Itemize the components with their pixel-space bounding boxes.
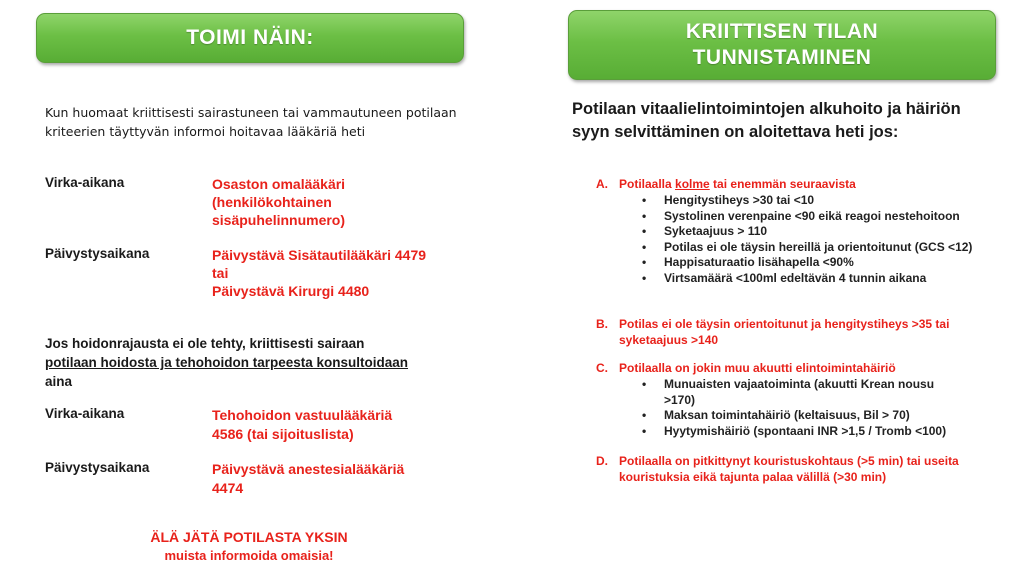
row3-value — [212, 406, 472, 444]
list-item: • Munuaisten vajaatoiminta (akuutti Krean nousu >170) — [640, 377, 960, 408]
row2-label: Päivystysaikana — [45, 246, 150, 261]
row4-value-line2: 4474 — [212, 480, 244, 496]
criterion-d — [596, 454, 991, 485]
row1-value — [212, 175, 472, 229]
kriittisen-tilan-banner — [568, 10, 996, 80]
row2-value-line2: tai — [212, 265, 229, 281]
criterion-c-text: Potilaalla on jokin muu akuutti elintoimintahäiriö — [619, 361, 896, 375]
row4-value — [212, 460, 472, 498]
criterion-d-letter: D. — [596, 454, 608, 468]
footer-warning: ÄLÄ JÄTÄ POTILASTA YKSIN — [150, 529, 348, 545]
row1-label: Virka-aikana — [45, 175, 125, 190]
consult-line2: potilaan hoidosta ja tehohoidon tarpeesta konsultoidaan — [45, 355, 409, 370]
row3-value-line1: Tehohoidon vastuulääkäriä — [212, 407, 393, 423]
banner-title-line2: TUNNISTAMINEN — [692, 46, 872, 69]
intro-text: Kun huomaat kriittisesti sairastuneen tai vammautuneen potilaan kriteerien täyttyvän informoi hoitavaa lääkäriä heti — [45, 105, 457, 139]
banner-title-line1: KRIITTISEN TILAN — [685, 20, 879, 43]
list-item: • Hyytymishäiriö (spontaani INR >1,5 / Tromb <100) — [640, 424, 960, 440]
criterion-c-list — [640, 377, 960, 439]
list-item: • Systolinen verenpaine <90 eikä reagoi nestehoitoon — [640, 209, 1000, 225]
row2-value-line3: Päivystävä Kirurgi 4480 — [212, 283, 370, 299]
criterion-b-letter: B. — [596, 317, 608, 331]
banner-title: TOIMI NÄIN: — [186, 26, 314, 49]
toimi-nain-banner — [36, 13, 464, 63]
criterion-b — [596, 317, 981, 348]
row4-label: Päivystysaikana — [45, 460, 150, 475]
criteria-heading: Potilaan vitaalielintoimintojen alkuhoito ja häiriön syyn selvittäminen on aloitettava heti jos: — [572, 100, 961, 141]
criterion-a-underlined: kolme — [675, 177, 710, 191]
list-item: • Hengitystiheys >30 tai <10 — [640, 193, 1000, 209]
criterion-c-letter: C. — [596, 361, 608, 375]
consult-line1: Jos hoidonrajausta ei ole tehty, kriittisesti sairaan — [45, 336, 365, 351]
criterion-a — [596, 177, 1006, 193]
list-item: • Potilas ei ole täysin hereillä ja orientoitunut (GCS <12) — [640, 240, 1000, 256]
row2-value — [212, 246, 472, 300]
row1-value-line2: (henkilökohtainen — [212, 194, 332, 210]
row2-value-line1: Päivystävä Sisätautilääkäri 4479 — [212, 247, 427, 263]
criterion-a-pre: Potilaalla — [619, 177, 676, 191]
row3-label: Virka-aikana — [45, 406, 125, 421]
row3-value-line2: 4586 (tai sijoituslista) — [212, 426, 354, 442]
row1-value-line3: sisäpuhelinnumero) — [212, 212, 346, 228]
consult-text — [45, 334, 465, 391]
criterion-c — [596, 361, 1006, 377]
list-item: • Virtsamäärä <100ml edeltävän 4 tunnin aikana — [640, 271, 1000, 287]
list-item: • Maksan toimintahäiriö (keltaisuus, Bil > 70) — [640, 408, 960, 424]
criterion-d-text: Potilaalla on pitkittynyt kouristuskohtaus (>5 min) tai useita kouristuksia eikä tajunta palaa välillä (>30 min) — [619, 454, 959, 484]
criterion-a-letter: A. — [596, 177, 608, 191]
consult-line3: aina — [45, 374, 73, 389]
list-item: • Syketaajuus > 110 — [640, 224, 1000, 240]
list-item: • Happisaturaatio lisähapella <90% — [640, 255, 1000, 271]
footer-reminder: muista informoida omaisia! — [164, 548, 334, 563]
row1-value-line1: Osaston omalääkäri — [212, 176, 346, 192]
criterion-a-list — [640, 193, 1000, 286]
criterion-a-post: tai enemmän seuraavista — [709, 177, 856, 191]
row4-value-line1: Päivystävä anestesialääkäriä — [212, 461, 405, 477]
criterion-b-text: Potilas ei ole täysin orientoitunut ja hengitystiheys >35 tai syketaajuus >140 — [619, 317, 950, 347]
